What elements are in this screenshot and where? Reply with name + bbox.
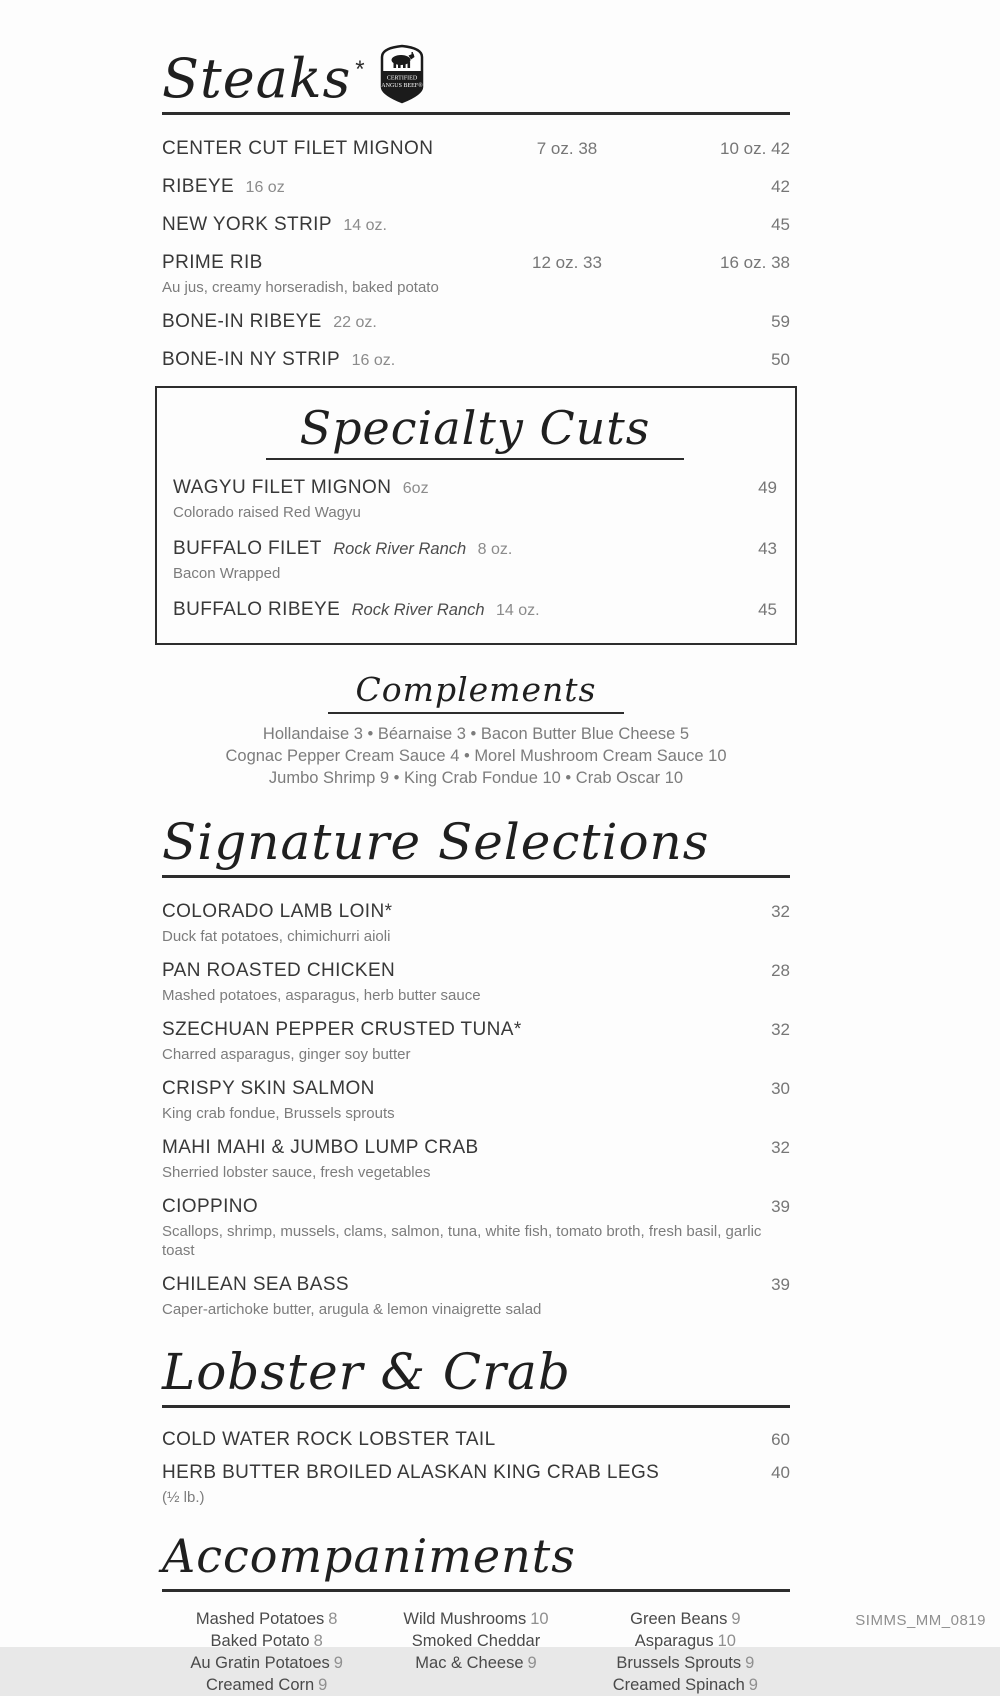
menu-item-row bbox=[162, 959, 790, 1005]
menu-item-row bbox=[173, 476, 777, 522]
accompaniments-header bbox=[162, 1529, 790, 1592]
side-price: 9 bbox=[527, 1654, 537, 1672]
item-price: 16 oz. 38 bbox=[720, 253, 790, 272]
lobster-crab-items bbox=[162, 1428, 790, 1507]
accompaniments-column-2 bbox=[371, 1608, 580, 1696]
item-name: SZECHUAN PEPPER CRUSTED TUNA* bbox=[162, 1019, 522, 1040]
side-item bbox=[162, 1630, 371, 1652]
steaks-asterisk: * bbox=[355, 56, 365, 83]
menu-item-row bbox=[162, 348, 790, 373]
complements-lines bbox=[162, 723, 790, 789]
item-name: CHILEAN SEA BASS bbox=[162, 1274, 349, 1295]
item-size: 22 oz. bbox=[333, 314, 377, 331]
steaks-header bbox=[162, 46, 790, 110]
item-ranch: Rock River Ranch bbox=[333, 540, 467, 558]
complements-line: Hollandaise 3 • Béarnaise 3 • Bacon Butter Blue Cheese 5 bbox=[262, 725, 690, 743]
item-description: Mashed potatoes, asparagus, herb butter sauce bbox=[162, 987, 481, 1004]
side-price: 9 bbox=[745, 1654, 755, 1672]
side-name: Baked Potato bbox=[210, 1632, 310, 1650]
item-description: Sherried lobster sauce, fresh vegetables bbox=[162, 1164, 431, 1181]
section-specialty-cuts bbox=[155, 386, 797, 645]
menu-item-row bbox=[162, 137, 790, 162]
side-item bbox=[581, 1630, 790, 1652]
item-description: Bacon Wrapped bbox=[173, 565, 281, 582]
side-name: Brussels Sprouts bbox=[616, 1654, 742, 1672]
side-price: 9 bbox=[333, 1654, 343, 1672]
item-price: 39 bbox=[771, 1275, 790, 1294]
side-price: 10 bbox=[717, 1632, 736, 1650]
menu-content bbox=[162, 0, 790, 1696]
item-name: BONE-IN NY STRIP bbox=[162, 349, 341, 370]
side-name: Mashed Potatoes bbox=[195, 1610, 325, 1628]
menu-item-row bbox=[162, 310, 790, 335]
item-description: Au jus, creamy horseradish, baked potato bbox=[162, 279, 439, 296]
steaks-items bbox=[162, 137, 790, 373]
item-description: Duck fat potatoes, chimichurri aioli bbox=[162, 928, 391, 945]
item-description: (½ lb.) bbox=[162, 1489, 205, 1506]
item-price: 59 bbox=[771, 312, 790, 331]
certified-angus-beef-logo bbox=[375, 44, 429, 104]
item-name: COLD WATER ROCK LOBSTER TAIL bbox=[162, 1429, 496, 1450]
logo-text-angus-beef: ANGUS BEEF® bbox=[380, 83, 423, 89]
side-price: 9 bbox=[318, 1676, 328, 1694]
item-price: 49 bbox=[758, 478, 777, 497]
side-name: Au Gratin Potatoes bbox=[190, 1654, 330, 1672]
side-name: Wild Mushrooms bbox=[403, 1610, 527, 1628]
item-description: Scallops, shrimp, mussels, clams, salmon, tuna, white fish, tomato broth, fresh basil, garlic toast bbox=[162, 1223, 762, 1259]
menu-item-row bbox=[162, 175, 790, 200]
item-description: Charred asparagus, ginger soy butter bbox=[162, 1046, 411, 1063]
steaks-rule bbox=[162, 112, 790, 115]
logo-text-certified: CERTIFIED bbox=[386, 75, 417, 82]
menu-item-row bbox=[173, 537, 777, 583]
complements-line: Jumbo Shrimp 9 • King Crab Fondue 10 • Crab Oscar 10 bbox=[268, 769, 684, 787]
section-complements bbox=[162, 671, 790, 789]
menu-item-row bbox=[162, 251, 790, 297]
menu-item-row bbox=[162, 1428, 790, 1453]
section-lobster-crab bbox=[162, 1345, 790, 1507]
side-item bbox=[581, 1608, 790, 1630]
side-item bbox=[371, 1630, 580, 1652]
complements-title: Complements bbox=[328, 671, 625, 714]
specialty-cuts-title: Specialty Cuts bbox=[266, 402, 685, 460]
accompaniments-rule bbox=[162, 1589, 790, 1592]
accompaniments-grid bbox=[162, 1608, 790, 1696]
item-price: 45 bbox=[758, 600, 777, 619]
item-name: CENTER CUT FILET MIGNON bbox=[162, 138, 434, 159]
lobster-crab-header bbox=[162, 1345, 790, 1408]
side-price: 10 bbox=[530, 1610, 549, 1628]
side-name: Creamed Corn bbox=[205, 1676, 315, 1694]
item-size: 8 oz. bbox=[477, 541, 513, 558]
side-price: 9 bbox=[731, 1610, 741, 1628]
item-size: 6oz bbox=[402, 480, 429, 497]
item-name: NEW YORK STRIP bbox=[162, 214, 332, 235]
menu-item-row bbox=[173, 598, 777, 623]
menu-item-row bbox=[162, 1461, 790, 1507]
signature-rule bbox=[162, 875, 790, 878]
signature-title: Signature Selections bbox=[162, 813, 710, 871]
accompaniments-title: Accompaniments bbox=[162, 1529, 576, 1583]
item-name: BUFFALO FILET bbox=[173, 538, 322, 559]
side-item bbox=[162, 1652, 371, 1674]
side-item bbox=[162, 1608, 371, 1630]
side-price: 8 bbox=[313, 1632, 323, 1650]
item-price: 30 bbox=[771, 1079, 790, 1098]
item-name: BONE-IN RIBEYE bbox=[162, 311, 322, 332]
side-price: 8 bbox=[328, 1610, 338, 1628]
side-name: Smoked Cheddar bbox=[411, 1632, 541, 1650]
section-accompaniments bbox=[162, 1529, 790, 1696]
menu-item-row bbox=[162, 213, 790, 238]
item-name: RIBEYE bbox=[162, 176, 235, 197]
item-price: 42 bbox=[771, 177, 790, 196]
item-size: 16 oz. bbox=[351, 352, 396, 369]
menu-item-row bbox=[162, 900, 790, 946]
item-price: 32 bbox=[771, 1138, 790, 1157]
lobster-crab-rule bbox=[162, 1405, 790, 1408]
accompaniments-column-3 bbox=[581, 1608, 790, 1696]
item-price: 60 bbox=[771, 1430, 790, 1449]
item-mid-price: 7 oz. 38 bbox=[536, 139, 598, 158]
item-price: 50 bbox=[771, 350, 790, 369]
item-size: 14 oz. bbox=[343, 217, 387, 234]
menu-item-row bbox=[162, 1077, 790, 1123]
item-price: 32 bbox=[771, 1020, 790, 1039]
section-signature-selections bbox=[162, 815, 790, 1319]
item-price: 45 bbox=[771, 215, 790, 234]
item-name: PAN ROASTED CHICKEN bbox=[162, 960, 396, 981]
complements-line: Cognac Pepper Cream Sauce 4 • Morel Mushroom Cream Sauce 10 bbox=[225, 747, 727, 765]
side-name: Mac & Cheese bbox=[415, 1654, 524, 1672]
item-price: 32 bbox=[771, 902, 790, 921]
item-mid-price: 12 oz. 33 bbox=[532, 253, 602, 272]
item-ranch: Rock River Ranch bbox=[351, 601, 485, 619]
menu-item-row bbox=[162, 1195, 790, 1260]
item-name: HERB BUTTER BROILED ALASKAN KING CRAB LEGS bbox=[162, 1462, 660, 1483]
side-item bbox=[371, 1608, 580, 1630]
menu-item-row bbox=[162, 1136, 790, 1182]
signature-items bbox=[162, 900, 790, 1319]
specialty-cuts-header bbox=[173, 402, 777, 460]
item-name: MAHI MAHI & JUMBO LUMP CRAB bbox=[162, 1137, 479, 1158]
item-name: CRISPY SKIN SALMON bbox=[162, 1078, 375, 1099]
item-price: 28 bbox=[771, 961, 790, 980]
section-steaks bbox=[162, 46, 790, 373]
item-name: PRIME RIB bbox=[162, 252, 263, 273]
side-item bbox=[371, 1652, 580, 1674]
accompaniments-column-1 bbox=[162, 1608, 371, 1696]
item-price: 10 oz. 42 bbox=[720, 139, 790, 158]
lobster-crab-title: Lobster & Crab bbox=[162, 1343, 571, 1401]
menu-item-row bbox=[162, 1273, 790, 1319]
side-price: 9 bbox=[748, 1676, 758, 1694]
item-size: 16 oz bbox=[245, 179, 285, 196]
item-name: COLORADO LAMB LOIN* bbox=[162, 901, 393, 922]
side-item bbox=[581, 1674, 790, 1696]
item-description: Colorado raised Red Wagyu bbox=[173, 504, 361, 521]
menu-code: SIMMS_MM_0819 bbox=[855, 1612, 986, 1629]
item-description: Caper-artichoke butter, arugula & lemon vinaigrette salad bbox=[162, 1301, 542, 1318]
item-name: WAGYU FILET MIGNON bbox=[173, 477, 392, 498]
side-name: Creamed Spinach bbox=[612, 1676, 745, 1694]
menu-item-row bbox=[162, 1018, 790, 1064]
side-item bbox=[581, 1652, 790, 1674]
item-name: BUFFALO RIBEYE bbox=[173, 599, 341, 620]
item-description: King crab fondue, Brussels sprouts bbox=[162, 1105, 395, 1122]
item-price: 40 bbox=[771, 1463, 790, 1482]
side-item bbox=[162, 1674, 371, 1696]
signature-header bbox=[162, 815, 790, 878]
item-price: 43 bbox=[758, 539, 777, 558]
side-name: Asparagus bbox=[634, 1632, 714, 1650]
side-name: Green Beans bbox=[630, 1610, 728, 1628]
item-price: 39 bbox=[771, 1197, 790, 1216]
item-size: 14 oz. bbox=[496, 602, 540, 619]
steaks-title: Steaks bbox=[162, 47, 352, 110]
item-name: CIOPPINO bbox=[162, 1196, 259, 1217]
